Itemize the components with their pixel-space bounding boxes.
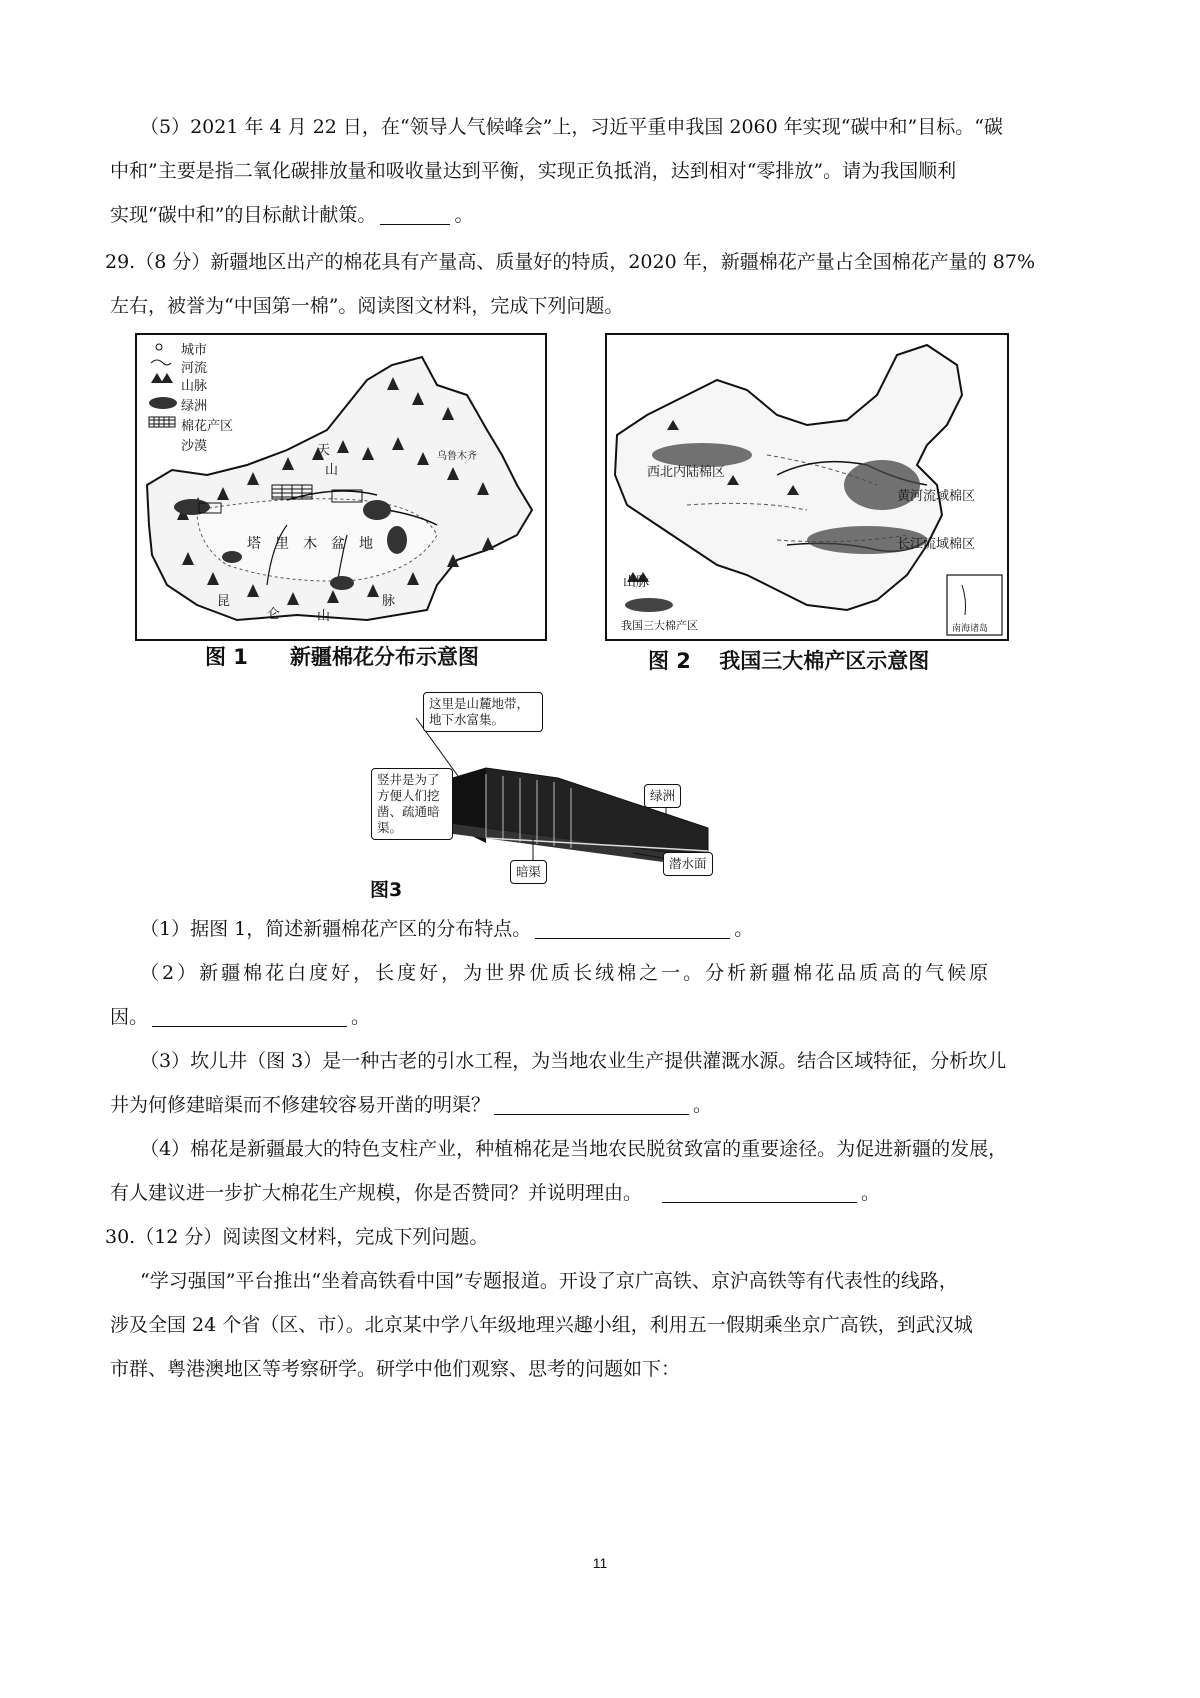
label-south-china-sea: 南海诸岛: [952, 624, 989, 634]
legend-cotton-area: 棉花产区: [181, 419, 234, 434]
callout-foothill: 这里是山麓地带，地下水富集。: [423, 692, 543, 732]
legend-mountain-2: 山脉: [623, 575, 650, 590]
label-mai: 脉: [382, 594, 396, 609]
label-shan-2: 山: [317, 609, 331, 624]
figure-3-caption: 图3: [370, 879, 403, 901]
q30-para-1: “学习强国”平台推出“坐着高铁看中国”专题报道。开设了京广高铁、京沪高铁等有代表性的线路，: [140, 1270, 958, 1292]
answer-blank[interactable]: [535, 918, 730, 939]
q29-3-line2: 井为何修建暗渠而不修建较容易开凿的明渠？ 。: [110, 1094, 713, 1116]
answer-blank[interactable]: [662, 1182, 857, 1203]
legend-mountain: 山脉: [181, 379, 208, 394]
legend-cotton-regions: 我国三大棉产区: [621, 619, 698, 632]
q28-5-line3: 实现“碳中和”的目标献计献策。 。: [110, 204, 474, 226]
label-kun: 昆: [217, 594, 231, 609]
label-yellow-river-cotton: 黄河流域棉区: [897, 489, 976, 504]
q29-line2: 左右，被誉为“中国第一棉”。阅读图文材料，完成下列问题。: [110, 295, 624, 317]
label-northwest-cotton: 西北内陆棉区: [647, 465, 726, 480]
figure-1-xinjiang-map: [135, 333, 547, 641]
callout-water-table: 潜水面: [663, 852, 713, 876]
legend-river: 河流: [181, 361, 208, 376]
legend-oasis: 绿洲: [181, 399, 208, 414]
callout-channel: 暗渠: [510, 860, 547, 884]
figure-1-caption: 图 1 新疆棉花分布示意图: [205, 645, 479, 669]
answer-blank[interactable]: [494, 1094, 689, 1115]
label-yangtze-cotton: 长江流域棉区: [897, 537, 976, 552]
q28-5-line1: （5）2021 年 4 月 22 日，在“领导人气候峰会”上，习近平重申我国 2060 年实现“碳中和”目标。“碳: [140, 116, 1003, 138]
q30-line1: 30.（12 分）阅读图文材料，完成下列问题。: [105, 1226, 489, 1248]
page-number: 11: [592, 1555, 608, 1571]
label-tarim-basin: 塔 里 木 盆 地: [247, 536, 373, 552]
q29-2-line2: 因。 。: [110, 1006, 371, 1028]
legend-desert: 沙漠: [181, 439, 208, 454]
label-lun: 仑: [267, 607, 281, 622]
q29-4-line1: （4）棉花是新疆最大的特色支柱产业，种植棉花是当地农民脱贫致富的重要途径。为促进新疆的发展，: [140, 1138, 1008, 1160]
label-shan: 山: [325, 463, 339, 478]
callout-oasis: 绿洲: [644, 784, 681, 808]
q28-5-line2: 中和”主要是指二氧化碳排放量和吸收量达到平衡，实现正负抵消，达到相对“零排放”。请为我国顺利: [110, 160, 957, 182]
answer-blank[interactable]: [380, 204, 450, 225]
q30-para-3: 市群、粤港澳地区等考察研学。研学中他们观察、思考的问题如下：: [110, 1358, 681, 1380]
q29-1: （1）据图 1，简述新疆棉花产区的分布特点。 。: [140, 918, 754, 940]
q29-2-line1: （2）新疆棉花白度好，长度好，为世界优质长绒棉之一。分析新疆棉花品质高的气候原: [140, 962, 992, 984]
figure-3-karez-diagram: [368, 688, 738, 893]
figure-2-caption: 图 2 我国三大棉产区示意图: [648, 649, 930, 673]
answer-blank[interactable]: [152, 1006, 347, 1027]
q29-4-line2: 有人建议进一步扩大棉花生产规模，你是否赞同？并说明理由。 。: [110, 1182, 881, 1204]
q30-para-2: 涉及全国 24 个省（区、市）。北京某中学八年级地理兴趣小组，利用五一假期乘坐京广高铁，到武汉城: [110, 1314, 973, 1336]
legend-city: 城市: [181, 343, 208, 358]
callout-shaft: 竖井是为了方便人们挖凿、疏通暗渠。: [371, 768, 453, 840]
figure-2-china-map: [605, 333, 1009, 641]
label-urumqi: 乌鲁木齐: [437, 451, 477, 462]
label-tian: 天: [317, 443, 331, 458]
q29-line1: 29.（8 分）新疆地区出产的棉花具有产量高、质量好的特质，2020 年，新疆棉花产量占全国棉花产量的 87%: [105, 251, 1036, 273]
q29-3-line1: （3）坎儿井（图 3）是一种古老的引水工程，为当地农业生产提供灌溉水源。结合区域特征，分析坎儿: [140, 1050, 1007, 1072]
